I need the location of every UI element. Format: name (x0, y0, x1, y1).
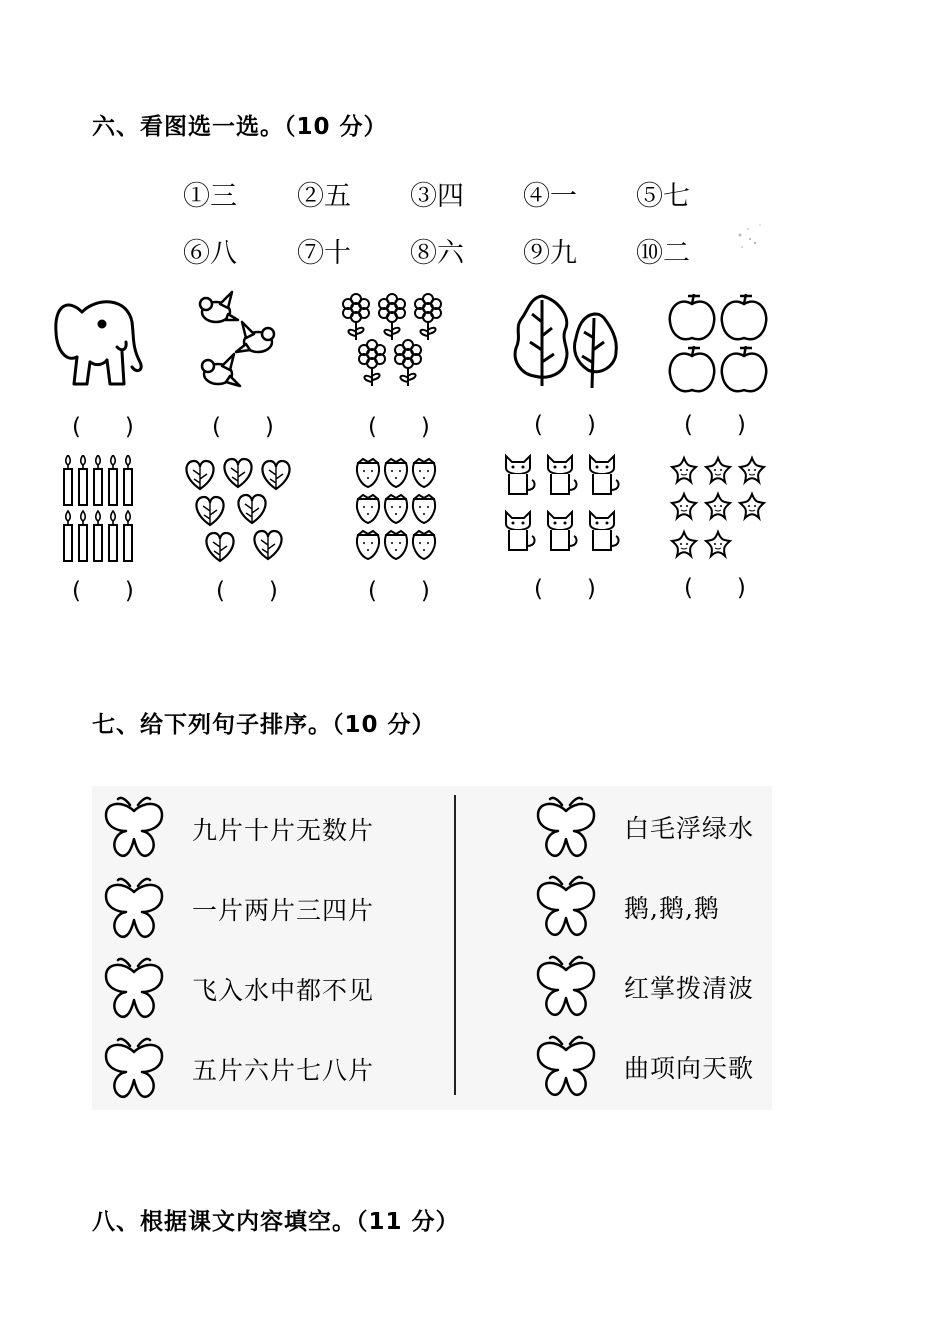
poem-left-line-2: 一片两片三四片 (192, 896, 375, 925)
butterfly-icon (534, 954, 598, 1020)
option-5: ⑤七 (636, 181, 690, 212)
answer-blank-9[interactable]: ( ) (534, 576, 596, 602)
apple-icon (664, 288, 774, 396)
poem-left-line-4: 五片六片七八片 (192, 1056, 375, 1085)
poem-right-line-1: 白毛浮绿水 (624, 814, 755, 843)
option-3: ③四 (410, 181, 464, 212)
poem-left-line-3: 飞入水中都不见 (192, 976, 375, 1005)
option-9: ⑨九 (523, 238, 577, 269)
flower-icon (336, 292, 451, 392)
option-7: ⑦十 (297, 238, 351, 269)
answer-blank-4[interactable]: ( ) (534, 412, 596, 438)
butterfly-icon (102, 956, 166, 1022)
butterfly-icon (534, 795, 598, 861)
answer-blank-1[interactable]: ( ) (72, 414, 134, 440)
butterfly-icon (102, 1036, 166, 1102)
section-eight-title: 八、根据课文内容填空。（11 分） (92, 1209, 460, 1235)
answer-blank-3[interactable]: ( ) (368, 414, 430, 440)
option-1: ①三 (183, 181, 237, 212)
option-2: ②五 (297, 181, 351, 212)
butterfly-icon (534, 1034, 598, 1100)
candle-icon (58, 455, 142, 567)
section-seven-title: 七、给下列句子排序。（10 分） (92, 712, 436, 738)
option-10: ⑩二 (636, 238, 690, 269)
answer-blank-8[interactable]: ( ) (368, 578, 430, 604)
elephant-icon (52, 292, 147, 392)
panel-divider (454, 795, 456, 1095)
leaf-icon (182, 455, 294, 567)
poem-left-line-1: 九片十片无数片 (192, 816, 375, 845)
poem-right-line-3: 红掌拨清波 (624, 974, 755, 1003)
star-icon (668, 455, 768, 563)
butterfly-icon (102, 876, 166, 942)
section-six-title: 六、看图选一选。（10 分） (92, 114, 388, 140)
strawberry-icon (354, 455, 438, 563)
cat-icon (500, 452, 626, 564)
butterfly-icon (102, 795, 166, 861)
answer-blank-5[interactable]: ( ) (684, 412, 746, 438)
poem-right-line-2: 鹅,鹅,鹅 (624, 894, 720, 923)
bird-icon (190, 290, 282, 398)
answer-blank-10[interactable]: ( ) (684, 575, 746, 601)
option-4: ④一 (523, 181, 577, 212)
butterfly-icon (534, 874, 598, 940)
poem-right-line-4: 曲项向天歌 (624, 1054, 755, 1083)
answer-blank-6[interactable]: ( ) (72, 578, 134, 604)
scan-speckle (720, 205, 780, 265)
leaf-tree-icon (512, 292, 620, 390)
answer-blank-7[interactable]: ( ) (216, 578, 278, 604)
option-8: ⑧六 (410, 238, 464, 269)
option-6: ⑥八 (183, 238, 237, 269)
answer-blank-2[interactable]: ( ) (212, 414, 274, 440)
